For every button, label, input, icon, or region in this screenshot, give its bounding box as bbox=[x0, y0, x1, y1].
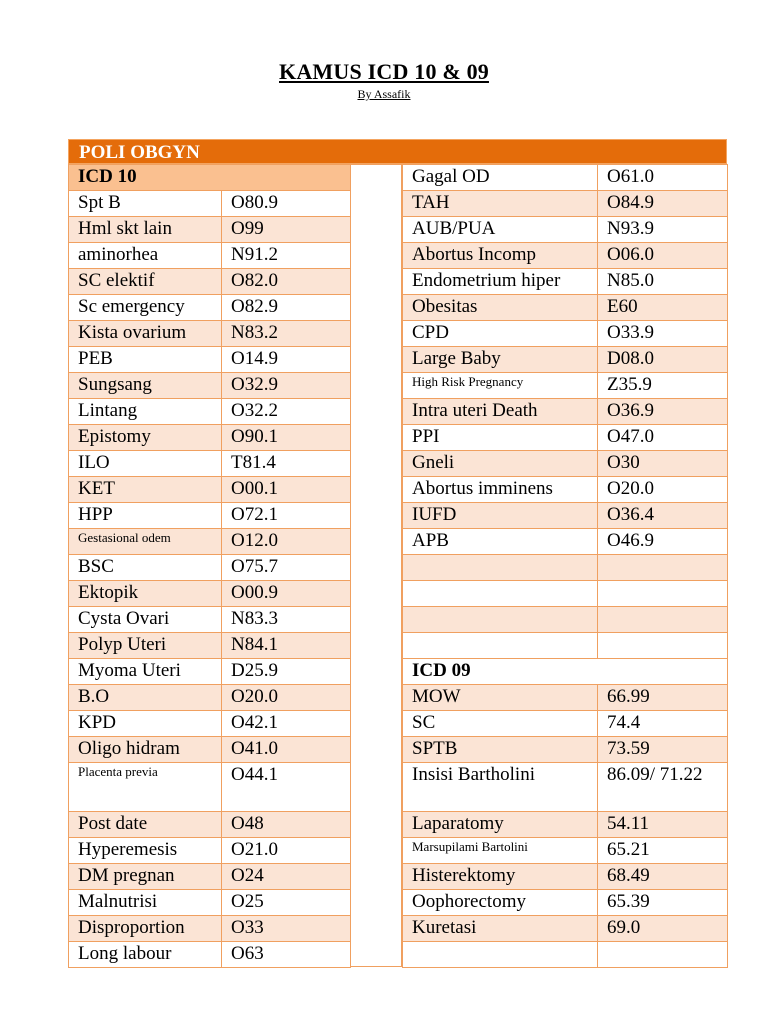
procedure-name: SPTB bbox=[403, 737, 598, 763]
icd9-code: 68.49 bbox=[598, 864, 728, 890]
diagnosis-name: Epistomy bbox=[69, 425, 222, 451]
diagnosis-name bbox=[403, 607, 598, 633]
table-row bbox=[69, 607, 351, 633]
table-row bbox=[403, 916, 728, 942]
icd09-heading-row bbox=[403, 659, 728, 685]
table-row bbox=[403, 607, 728, 633]
procedure-name: Insisi Bartholini bbox=[403, 763, 598, 812]
table-row bbox=[69, 812, 351, 838]
icd10-heading: ICD 10 bbox=[69, 165, 351, 191]
diagnosis-name: KET bbox=[69, 477, 222, 503]
procedure-name: Laparatomy bbox=[403, 812, 598, 838]
icd-code: O00.1 bbox=[222, 477, 351, 503]
table-row bbox=[403, 347, 728, 373]
icd9-code bbox=[598, 942, 728, 968]
table-row bbox=[403, 165, 728, 191]
diagnosis-name: Polyp Uteri bbox=[69, 633, 222, 659]
diagnosis-name: Sc emergency bbox=[69, 295, 222, 321]
table-row bbox=[69, 373, 351, 399]
table-row bbox=[403, 812, 728, 838]
icd9-code: 54.11 bbox=[598, 812, 728, 838]
icd-code: O24 bbox=[222, 864, 351, 890]
icd-code: O63 bbox=[222, 942, 351, 968]
icd-code: D08.0 bbox=[598, 347, 728, 373]
table-row bbox=[69, 555, 351, 581]
table-row bbox=[69, 477, 351, 503]
table-row bbox=[69, 399, 351, 425]
diagnosis-name: Placenta previa bbox=[69, 763, 222, 812]
icd-code: O00.9 bbox=[222, 581, 351, 607]
diagnosis-name: Spt B bbox=[69, 191, 222, 217]
icd9-code: 65.21 bbox=[598, 838, 728, 864]
icd-code: N84.1 bbox=[222, 633, 351, 659]
diagnosis-name: Gestasional odem bbox=[69, 529, 222, 555]
icd9-code: 74.4 bbox=[598, 711, 728, 737]
table-row bbox=[69, 529, 351, 555]
table-row bbox=[403, 373, 728, 399]
table-row bbox=[69, 659, 351, 685]
diagnosis-name bbox=[403, 555, 598, 581]
diagnosis-name: KPD bbox=[69, 711, 222, 737]
icd-code: O41.0 bbox=[222, 737, 351, 763]
document-title: KAMUS ICD 10 & 09 bbox=[279, 59, 489, 84]
icd-code: O75.7 bbox=[222, 555, 351, 581]
table-row bbox=[403, 451, 728, 477]
document-author: By Assafik bbox=[357, 87, 411, 101]
table-row bbox=[403, 942, 728, 968]
icd-code: O82.0 bbox=[222, 269, 351, 295]
table-row bbox=[69, 217, 351, 243]
icd9-code: 69.0 bbox=[598, 916, 728, 942]
diagnosis-name: APB bbox=[403, 529, 598, 555]
icd9-code: 73.59 bbox=[598, 737, 728, 763]
table-row bbox=[403, 295, 728, 321]
diagnosis-name: Sungsang bbox=[69, 373, 222, 399]
icd-code: O42.1 bbox=[222, 711, 351, 737]
icd10-table bbox=[68, 164, 351, 968]
icd-code: T81.4 bbox=[222, 451, 351, 477]
table-row bbox=[69, 685, 351, 711]
icd-code: O46.9 bbox=[598, 529, 728, 555]
table-row bbox=[403, 555, 728, 581]
diagnosis-name: B.O bbox=[69, 685, 222, 711]
table-row bbox=[69, 890, 351, 916]
table-row bbox=[69, 347, 351, 373]
icd9-code: 86.09/ 71.22 bbox=[598, 763, 728, 812]
procedure-name: MOW bbox=[403, 685, 598, 711]
table-row bbox=[403, 737, 728, 763]
diagnosis-name: Hml skt lain bbox=[69, 217, 222, 243]
diagnosis-name: BSC bbox=[69, 555, 222, 581]
icd-code bbox=[598, 581, 728, 607]
diagnosis-name: PEB bbox=[69, 347, 222, 373]
table-row bbox=[403, 529, 728, 555]
section-banner: POLI OBGYN bbox=[68, 139, 727, 164]
diagnosis-name: CPD bbox=[403, 321, 598, 347]
diagnosis-name: Hyperemesis bbox=[69, 838, 222, 864]
diagnosis-name: Abortus imminens bbox=[403, 477, 598, 503]
diagnosis-name: High Risk Pregnancy bbox=[403, 373, 598, 399]
procedure-name: Oophorectomy bbox=[403, 890, 598, 916]
icd-code: O20.0 bbox=[598, 477, 728, 503]
table-row bbox=[403, 685, 728, 711]
diagnosis-name: Endometrium hiper bbox=[403, 269, 598, 295]
icd-code: O21.0 bbox=[222, 838, 351, 864]
icd-code: D25.9 bbox=[222, 659, 351, 685]
table-row bbox=[403, 191, 728, 217]
table-row bbox=[69, 425, 351, 451]
diagnosis-name: Large Baby bbox=[403, 347, 598, 373]
icd-code: O14.9 bbox=[222, 347, 351, 373]
table-row bbox=[69, 942, 351, 968]
table-row bbox=[403, 763, 728, 812]
icd-code bbox=[598, 607, 728, 633]
diagnosis-name: Cysta Ovari bbox=[69, 607, 222, 633]
procedure-name: Marsupilami Bartolini bbox=[403, 838, 598, 864]
icd-code: O99 bbox=[222, 217, 351, 243]
icd-code: O33.9 bbox=[598, 321, 728, 347]
icd-code: O25 bbox=[222, 890, 351, 916]
icd-code: N85.0 bbox=[598, 269, 728, 295]
procedure-name: Kuretasi bbox=[403, 916, 598, 942]
icd-code: O12.0 bbox=[222, 529, 351, 555]
diagnosis-name: Long labour bbox=[69, 942, 222, 968]
diagnosis-name: Post date bbox=[69, 812, 222, 838]
icd-code: N93.9 bbox=[598, 217, 728, 243]
icd-code: O82.9 bbox=[222, 295, 351, 321]
icd-code: E60 bbox=[598, 295, 728, 321]
icd-code: O32.9 bbox=[222, 373, 351, 399]
icd-code: N91.2 bbox=[222, 243, 351, 269]
icd10-heading-row bbox=[69, 165, 351, 191]
table-row bbox=[69, 711, 351, 737]
procedure-name bbox=[403, 942, 598, 968]
diagnosis-name bbox=[403, 581, 598, 607]
diagnosis-name: Lintang bbox=[69, 399, 222, 425]
table-row bbox=[403, 503, 728, 529]
diagnosis-name: TAH bbox=[403, 191, 598, 217]
diagnosis-name bbox=[403, 633, 598, 659]
table-row bbox=[403, 321, 728, 347]
icd-code: O90.1 bbox=[222, 425, 351, 451]
table-row bbox=[69, 864, 351, 890]
icd-code: N83.2 bbox=[222, 321, 351, 347]
icd-code: O47.0 bbox=[598, 425, 728, 451]
diagnosis-name: Disproportion bbox=[69, 916, 222, 942]
table-row bbox=[403, 425, 728, 451]
table-row bbox=[403, 711, 728, 737]
procedure-name: Histerektomy bbox=[403, 864, 598, 890]
icd9-code: 65.39 bbox=[598, 890, 728, 916]
icd-code: O30 bbox=[598, 451, 728, 477]
table-row bbox=[69, 581, 351, 607]
icd09-heading: ICD 09 bbox=[403, 659, 728, 685]
icd-code: O32.2 bbox=[222, 399, 351, 425]
icd-code bbox=[598, 555, 728, 581]
diagnosis-name: ILO bbox=[69, 451, 222, 477]
table-row bbox=[69, 269, 351, 295]
table-row bbox=[69, 633, 351, 659]
diagnosis-name: Intra uteri Death bbox=[403, 399, 598, 425]
table-row bbox=[69, 243, 351, 269]
diagnosis-name: SC elektif bbox=[69, 269, 222, 295]
icd-code: O36.4 bbox=[598, 503, 728, 529]
table-row bbox=[403, 399, 728, 425]
icd9-code: 66.99 bbox=[598, 685, 728, 711]
table-row bbox=[403, 633, 728, 659]
table-row bbox=[403, 269, 728, 295]
icd-code: O33 bbox=[222, 916, 351, 942]
table-row bbox=[403, 581, 728, 607]
icd-right-table bbox=[402, 164, 728, 968]
table-row bbox=[403, 864, 728, 890]
table-row bbox=[69, 295, 351, 321]
icd-code: O48 bbox=[222, 812, 351, 838]
icd-code: N83.3 bbox=[222, 607, 351, 633]
diagnosis-name: aminorhea bbox=[69, 243, 222, 269]
diagnosis-name: Malnutrisi bbox=[69, 890, 222, 916]
table-row bbox=[403, 477, 728, 503]
table-row bbox=[69, 763, 351, 812]
table-row bbox=[69, 838, 351, 864]
diagnosis-name: Kista ovarium bbox=[69, 321, 222, 347]
diagnosis-name: AUB/PUA bbox=[403, 217, 598, 243]
diagnosis-name: Myoma Uteri bbox=[69, 659, 222, 685]
diagnosis-name: PPI bbox=[403, 425, 598, 451]
table-row bbox=[403, 838, 728, 864]
icd-code: O72.1 bbox=[222, 503, 351, 529]
table-row bbox=[403, 243, 728, 269]
icd-code: O44.1 bbox=[222, 763, 351, 812]
table-row bbox=[69, 451, 351, 477]
diagnosis-name: Obesitas bbox=[403, 295, 598, 321]
icd-code: O20.0 bbox=[222, 685, 351, 711]
icd-code: O61.0 bbox=[598, 165, 728, 191]
procedure-name: SC bbox=[403, 711, 598, 737]
diagnosis-name: Abortus Incomp bbox=[403, 243, 598, 269]
icd-code: Z35.9 bbox=[598, 373, 728, 399]
table-row bbox=[69, 737, 351, 763]
table-row bbox=[403, 217, 728, 243]
table-row bbox=[69, 503, 351, 529]
diagnosis-name: Gneli bbox=[403, 451, 598, 477]
icd-code: O80.9 bbox=[222, 191, 351, 217]
diagnosis-name: IUFD bbox=[403, 503, 598, 529]
table-row bbox=[69, 916, 351, 942]
diagnosis-name: Ektopik bbox=[69, 581, 222, 607]
diagnosis-name: DM pregnan bbox=[69, 864, 222, 890]
icd-code: O36.9 bbox=[598, 399, 728, 425]
icd-code bbox=[598, 633, 728, 659]
icd-code: O84.9 bbox=[598, 191, 728, 217]
table-row bbox=[69, 191, 351, 217]
table-row bbox=[403, 890, 728, 916]
icd-code: O06.0 bbox=[598, 243, 728, 269]
diagnosis-name: HPP bbox=[69, 503, 222, 529]
table-row bbox=[69, 321, 351, 347]
diagnosis-name: Oligo hidram bbox=[69, 737, 222, 763]
column-spacer bbox=[350, 164, 402, 967]
diagnosis-name: Gagal OD bbox=[403, 165, 598, 191]
